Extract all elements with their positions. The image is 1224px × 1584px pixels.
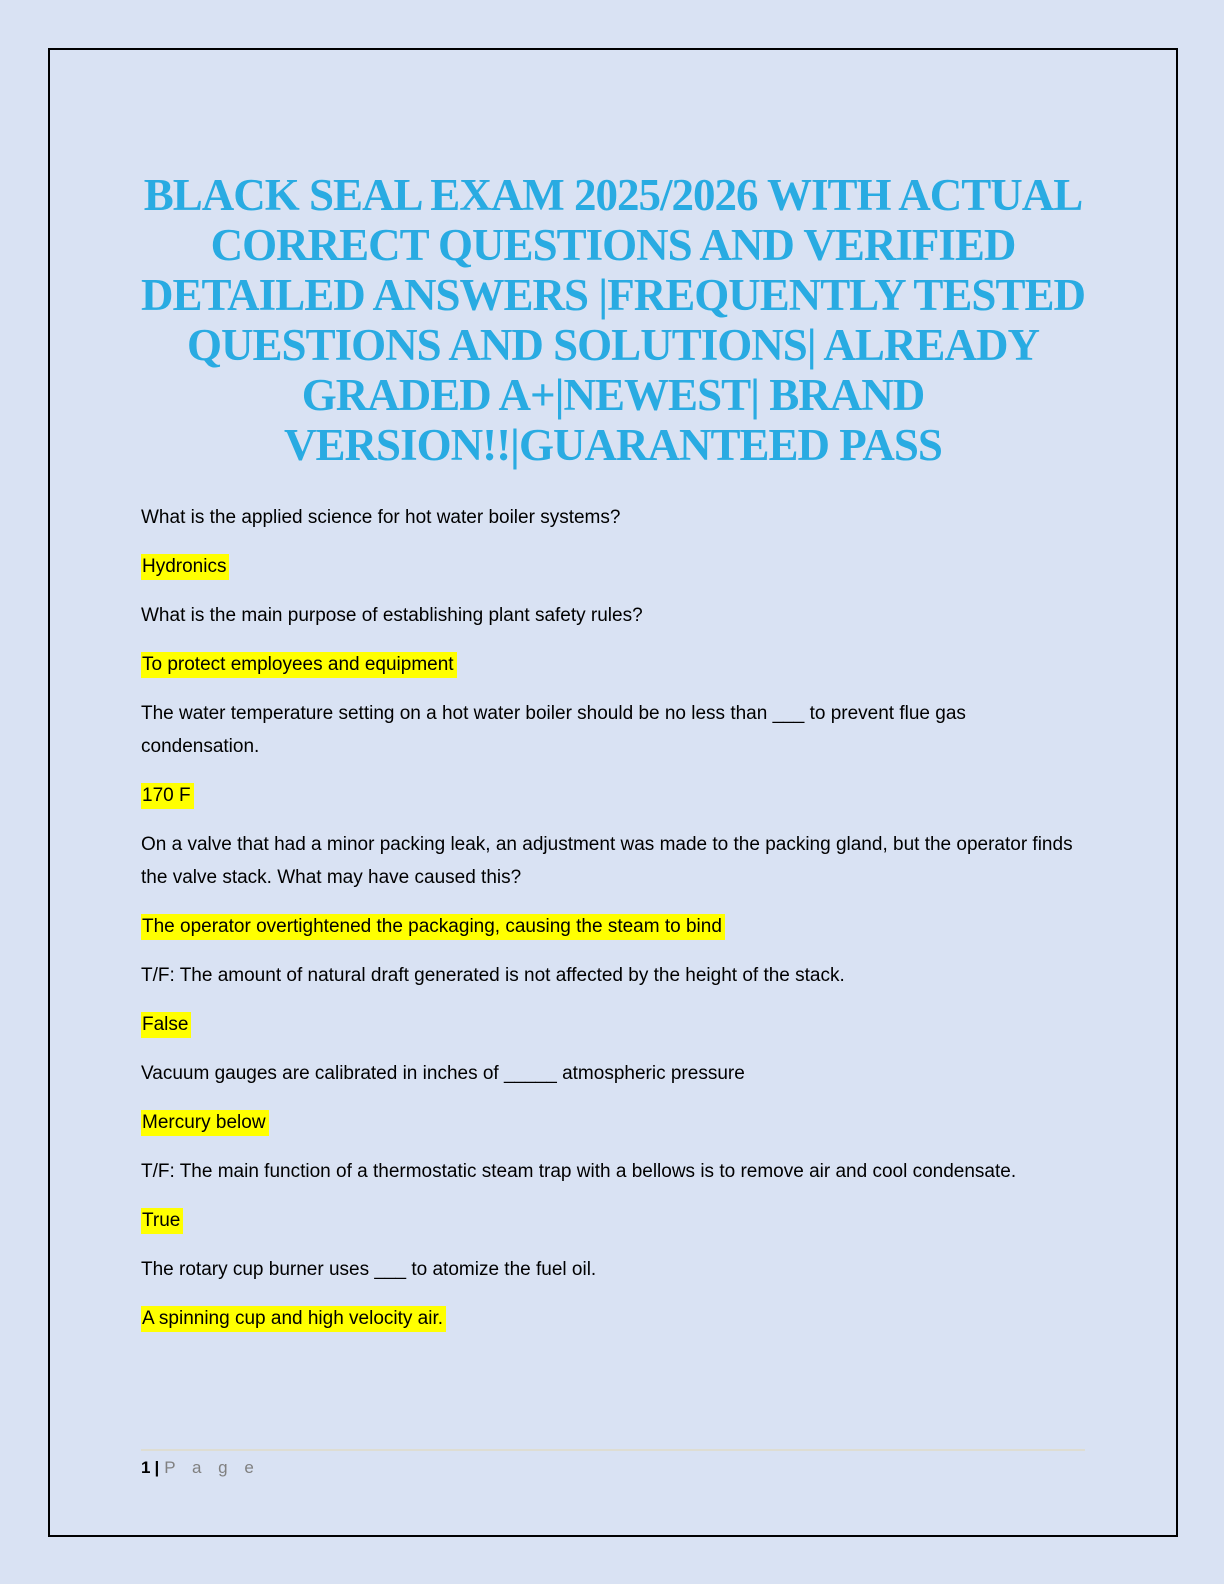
qa-list <box>141 501 1085 1335</box>
question-text: The rotary cup burner uses ___ to atomize the fuel oil. <box>141 1259 597 1280</box>
answer-text <box>141 550 1085 583</box>
answer-highlight: 170 F <box>141 783 194 809</box>
document-content <box>50 170 1176 1335</box>
question-text: What is the main purpose of establishing plant safety rules? <box>141 605 643 626</box>
answer-highlight: True <box>141 1208 183 1234</box>
document-title <box>141 170 1085 470</box>
question-text: T/F: The amount of natural draft generated is not affected by the height of the stack. <box>141 965 845 986</box>
page-label: P a g e <box>164 1458 260 1477</box>
question-text: Vacuum gauges are calibrated in inches of _____ atmospheric pressure <box>141 1063 745 1084</box>
answer-highlight: A spinning cup and high velocity air. <box>141 1306 446 1332</box>
answer-text <box>141 910 1085 943</box>
question-text: T/F: The main function of a thermostatic steam trap with a bellows is to remove air and cool condensate. <box>141 1161 1017 1182</box>
title-line: QUESTIONS AND SOLUTIONS| ALREADY <box>187 320 1039 370</box>
answer-highlight: The operator overtightened the packaging, causing the steam to bind <box>141 914 725 940</box>
answer-text <box>141 1204 1085 1237</box>
title-line: VERSION!!|GUARANTEED PASS <box>284 420 942 470</box>
question-text: On a valve that had a minor packing leak, an adjustment was made to the packing gland, but the operator finds the valve stack. What may have caused this? <box>141 834 1073 888</box>
footer-separator: | <box>154 1458 160 1477</box>
answer-text <box>141 1106 1085 1139</box>
question-text: The water temperature setting on a hot water boiler should be no less than ___ to prevent flue gas condensation. <box>141 703 966 757</box>
title-line: GRADED A+|NEWEST| BRAND <box>301 370 925 420</box>
title-line: BLACK SEAL EXAM 2025/2026 WITH ACTUAL <box>143 170 1083 220</box>
page-footer <box>141 1449 1085 1478</box>
answer-highlight: Mercury below <box>141 1110 269 1136</box>
document-page-border <box>48 48 1178 1537</box>
question-text: What is the applied science for hot water boiler systems? <box>141 507 621 528</box>
answer-text <box>141 1008 1085 1041</box>
title-line: DETAILED ANSWERS |FREQUENTLY TESTED <box>141 270 1085 320</box>
answer-text <box>141 779 1085 812</box>
answer-highlight: False <box>141 1012 191 1038</box>
title-line: CORRECT QUESTIONS AND VERIFIED <box>210 220 1016 270</box>
answer-text <box>141 648 1085 681</box>
answer-highlight: Hydronics <box>141 554 229 580</box>
page-number: 1 <box>141 1458 151 1477</box>
answer-highlight: To protect employees and equipment <box>141 652 457 678</box>
answer-text <box>141 1302 1085 1335</box>
